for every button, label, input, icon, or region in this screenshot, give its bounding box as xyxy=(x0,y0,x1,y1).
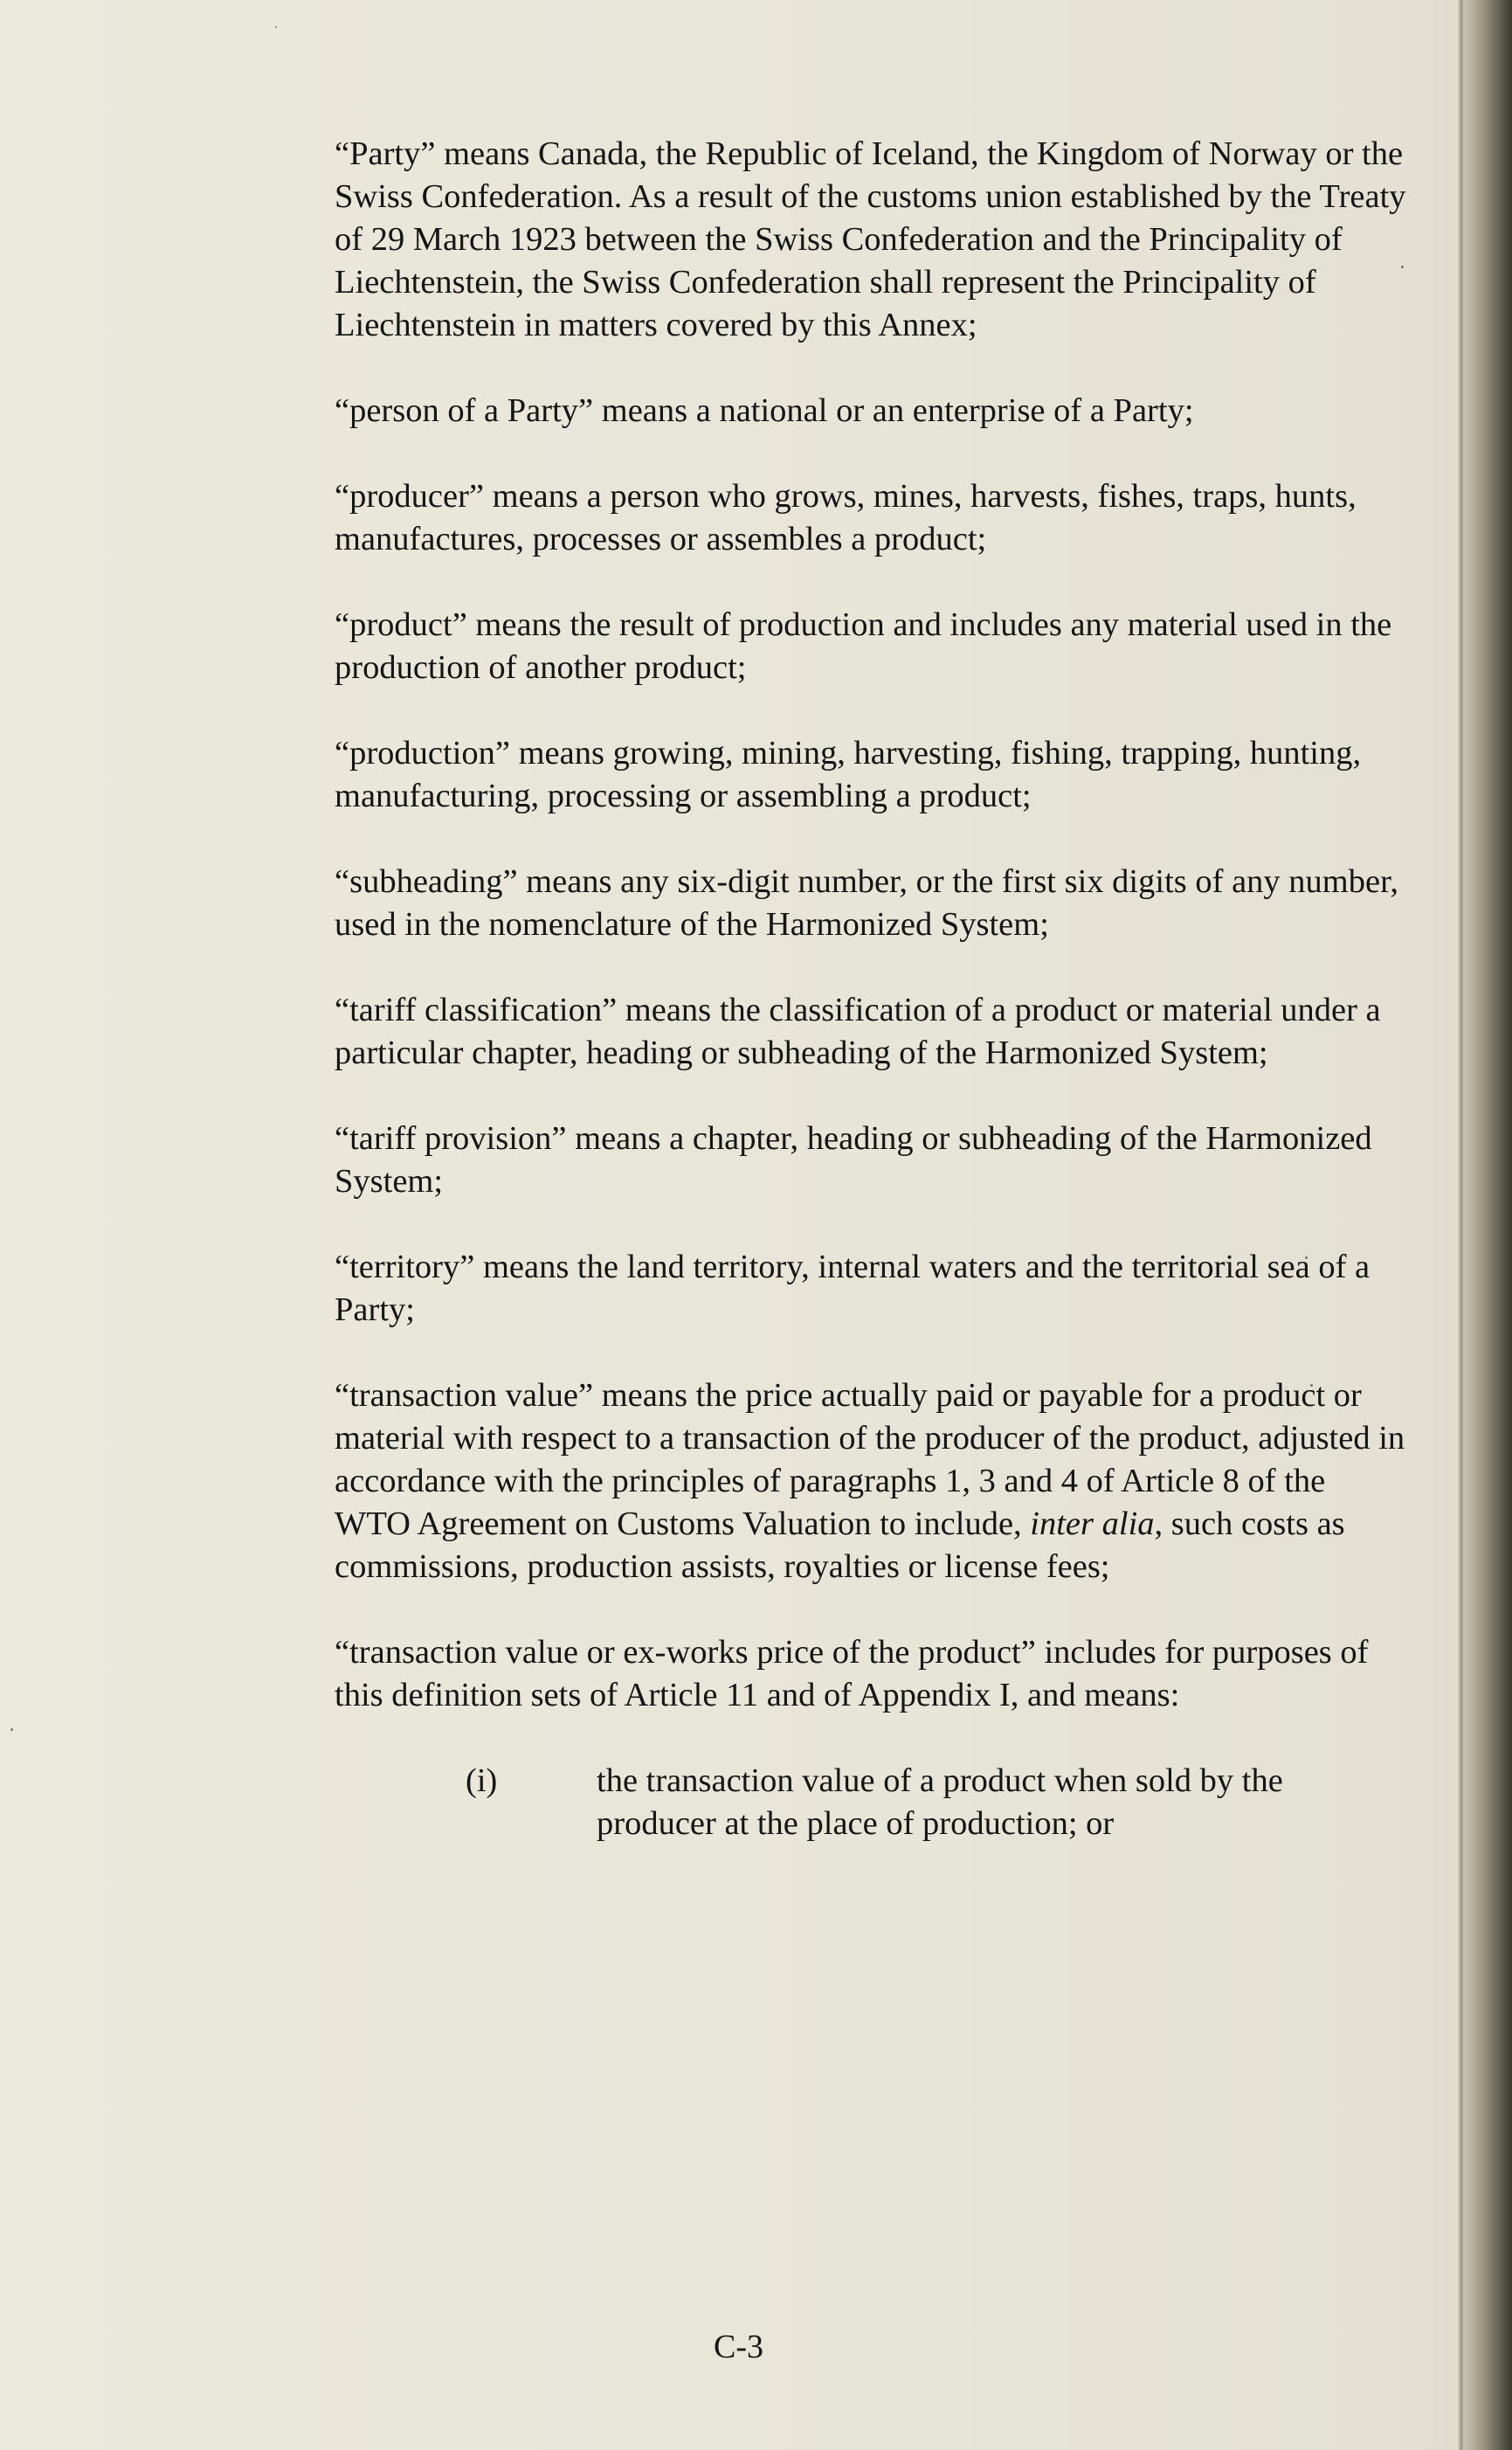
page-number: C-3 xyxy=(714,2329,763,2365)
definition-ex-works-price: “transaction value or ex-works price of the product” includes for purposes of this definition sets of Article 11 and of Appendix I, and means: xyxy=(335,1634,1369,1713)
transaction-value-text-start: “transaction value” means the price actually paid or payable for a product or material with respect to a transaction of the producer of the product, adjusted in accordance with the principles of paragraphs 1, 3 and 4 of Article 8 of the WTO Agreement on Customs Valuation to include, xyxy=(335,1377,1405,1542)
definition-territory: “territory” means the land territory, internal waters and the territorial sea of a Party; xyxy=(335,1249,1370,1328)
transaction-value-text-end: , such costs as commissions, production assists, royalties or license fees; xyxy=(335,1505,1345,1585)
definition-subheading: “subheading” means any six-digit number, or the first six digits of any number, used in the nomenclature of the Harmonized System; xyxy=(335,863,1398,943)
speck xyxy=(275,26,277,28)
definition-transaction-value xyxy=(335,1374,1409,1588)
definition-party: “Party” means Canada, the Republic of Iceland, the Kingdom of Norway or the Swiss Confederation. As a result of the customs union established by the Treaty of 29 March 1923 between the Swiss Confederation and the Principality of Liechtenstein, the Swiss Confederation shall represent the Principality of Liechtenstein in matters covered by this Annex; xyxy=(335,135,1406,343)
page-edge-line xyxy=(1460,0,1463,2450)
definition-producer: “producer” means a person who grows, mines, harvests, fishes, traps, hunts, manufactures, processes or assembles a product; xyxy=(335,478,1357,557)
definition-production: “production” means growing, mining, harvesting, fishing, trapping, hunting, manufacturing, processing or assembling a product; xyxy=(335,735,1362,814)
document-body xyxy=(335,133,1409,1845)
list-item-number: (i) xyxy=(466,1762,498,1799)
list-item-text: the transaction value of a product when sold by the producer at the place of production; or xyxy=(597,1762,1283,1842)
page-edge-shadow xyxy=(1458,0,1512,2450)
definition-person-of-a-party: “person of a Party” means a national or an enterprise of a Party; xyxy=(335,392,1194,429)
definition-tariff-provision: “tariff provision” means a chapter, heading or subheading of the Harmonized System; xyxy=(335,1120,1372,1200)
list-item xyxy=(335,1760,1409,1845)
definition-product: “product” means the result of production and includes any material used in the production of another product; xyxy=(335,606,1392,686)
definition-tariff-classification: “tariff classification” means the classification of a product or material under a particular chapter, heading or subheading of the Harmonized System; xyxy=(335,992,1381,1071)
speck xyxy=(10,1728,13,1731)
transaction-value-italic: inter alia xyxy=(1030,1505,1155,1542)
